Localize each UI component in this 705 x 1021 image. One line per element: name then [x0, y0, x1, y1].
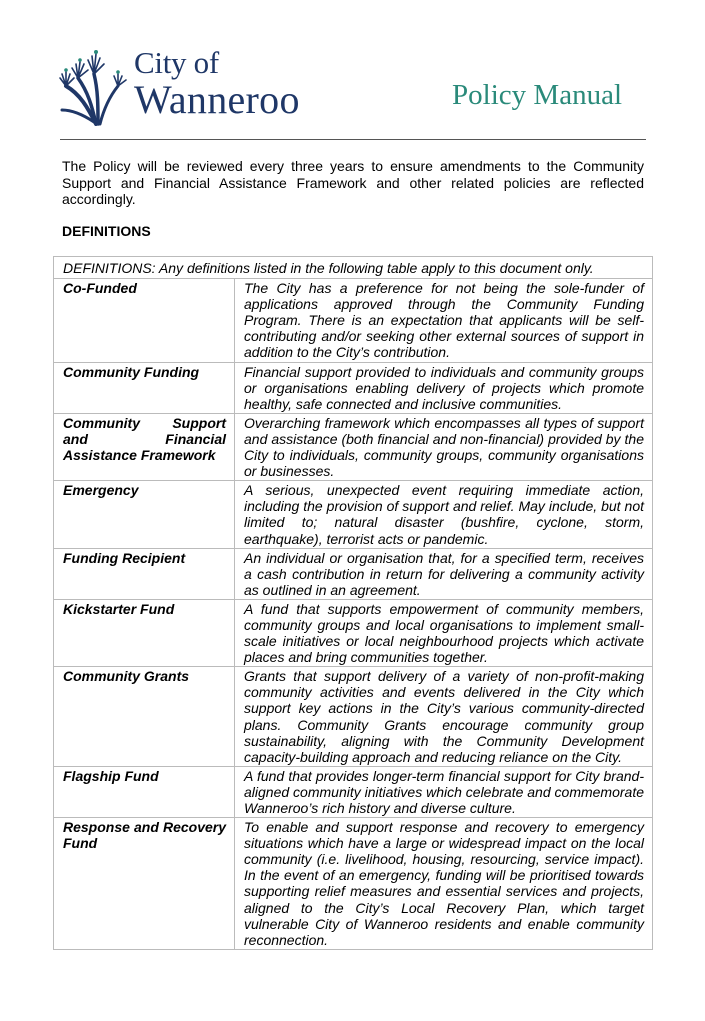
definition-term: Kickstarter Fund: [54, 599, 235, 666]
document-title: Policy Manual: [452, 79, 622, 111]
definition-text: Financial support provided to individuals and community groups or organisations enabling delivery of projects which promote healthy, safe connected and inclusive communities.: [235, 362, 653, 413]
logo-city-of-text: City of: [134, 45, 219, 80]
header-divider: [60, 139, 646, 140]
table-caption: DEFINITIONS: Any definitions listed in the following table apply to this document only.: [54, 257, 653, 279]
city-of-wanneroo-logo: [58, 46, 323, 126]
definition-text: An individual or organisation that, for a specified term, receives a cash contribution in return for delivering a community activity as outlined in an agreement.: [235, 548, 653, 599]
table-row: [54, 481, 653, 548]
grass-tree-logo-icon: [58, 48, 134, 126]
definition-term: Funding Recipient: [54, 548, 235, 599]
definition-term: Community Support and Financial Assistance Framework: [54, 413, 235, 480]
table-row: [54, 362, 653, 413]
table-caption-row: [54, 257, 653, 279]
definition-text: To enable and support response and recovery to emergency situations which have a large or widespread impact on the local community (i.e. livelihood, housing, resourcing, service impact). In the event of an emergency, funding will be prioritised towards supporting relief measures and essential services and projects, aligned to the City’s Local Recovery Plan, which target vulnerable City of Wanneroo residents and enable community reconnection.: [235, 818, 653, 950]
definition-term: Co-Funded: [54, 279, 235, 362]
definition-term: Flagship Fund: [54, 766, 235, 817]
definition-text: Grants that support delivery of a variety of non-profit-making community activities and events delivered in the City which support key actions in the City’s various community-directed plans. Community Grants encourage community group sustainability, aligning with the Community Development capacity-building approach and reducing reliance on the City.: [235, 667, 653, 767]
definition-text: A fund that supports empowerment of community members, community groups and local organisations to implement small-scale initiatives or local neighbourhood projects which activate places and bring communities together.: [235, 599, 653, 666]
definition-term: Response and Recovery Fund: [54, 818, 235, 950]
definition-term: Community Funding: [54, 362, 235, 413]
definition-text: A serious, unexpected event requiring immediate action, including the provision of support and relief. May include, but not limited to; natural disaster (bushfire, cyclone, storm, earthquake), terrorist acts or pandemic.: [235, 481, 653, 548]
logo-wanneroo-text: Wanneroo: [134, 77, 300, 122]
intro-paragraph: The Policy will be reviewed every three years to ensure amendments to the Community Support and Financial Assistance Framework and other related policies are reflected accordingly.: [62, 158, 644, 207]
definitions-heading: DEFINITIONS: [62, 223, 151, 239]
table-row: [54, 599, 653, 666]
page-header: [0, 0, 705, 140]
table-row: [54, 667, 653, 767]
table-row: [54, 766, 653, 817]
definition-text: The City has a preference for not being the sole-funder of applications approved through the Community Funding Program. There is an expectation that applicants will be self-contributing and/or seeking other external sources of support in addition to the City’s contribution.: [235, 279, 653, 362]
table-row: [54, 818, 653, 950]
definition-text: A fund that provides longer-term financial support for City brand-aligned community initiatives which celebrate and commemorate Wanneroo’s rich history and diverse culture.: [235, 766, 653, 817]
definitions-table: [53, 256, 653, 950]
table-row: [54, 548, 653, 599]
table-row: [54, 279, 653, 362]
table-row: [54, 413, 653, 480]
definition-term: Community Grants: [54, 667, 235, 767]
definition-text: Overarching framework which encompasses all types of support and assistance (both financial and non-financial) provided by the City to individuals, community groups, community organisations or businesses.: [235, 413, 653, 480]
definition-term: Emergency: [54, 481, 235, 548]
